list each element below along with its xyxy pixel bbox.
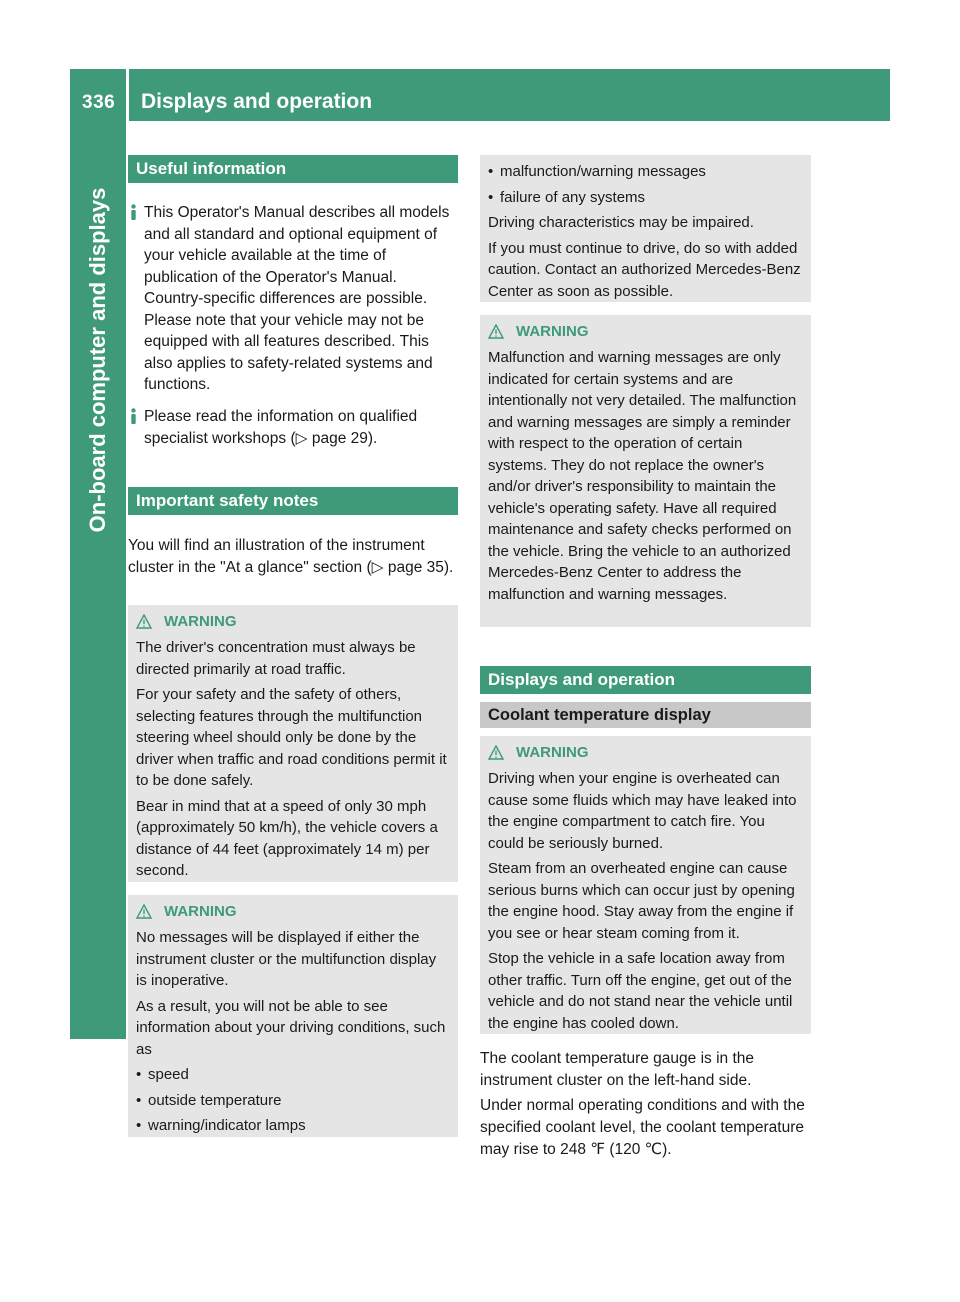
bullet-item: • warning/indicator lamps xyxy=(136,1115,450,1137)
warning-label: WARNING xyxy=(516,744,589,761)
bullet-item: • speed xyxy=(136,1064,450,1086)
safety-heading: Important safety notes xyxy=(128,487,458,515)
coolant-heading: Coolant temperature display xyxy=(480,702,811,728)
coolant-paragraph-1: The coolant temperature gauge is in the instrument cluster on the left-hand side. xyxy=(480,1050,755,1089)
page-number: 336 xyxy=(82,92,116,113)
safety-text: You will find an illustration of the instrument cluster in the "At a glance" section (▷ page 35). xyxy=(128,537,454,576)
warning-heading xyxy=(136,901,450,922)
warning-label: WARNING xyxy=(164,613,237,630)
warning-heading xyxy=(488,742,803,763)
warning-paragraph: As a result, you will not be able to see information about your driving conditions, such as xyxy=(136,997,446,1058)
warning-box-4 xyxy=(480,736,811,1034)
bullet-item: • outside temperature xyxy=(136,1090,450,1112)
coolant-paragraph-2: Under normal operating conditions and with the specified coolant level, the coolant temperature may rise to 248 ℉ (120 ℃). xyxy=(480,1097,805,1158)
warning-paragraph: Bear in mind that at a speed of only 30 mph (approximately 50 km/h), the vehicle covers a distance of 44 feet (approximately 14 m) per second. xyxy=(136,797,438,879)
continued-paragraph: Driving characteristics may be impaired. xyxy=(488,214,754,231)
warning-paragraph: The driver's concentration must always be directed primarily at road traffic. xyxy=(136,639,416,678)
warning-box-1 xyxy=(128,605,458,882)
warning-icon xyxy=(136,614,152,629)
bullet-item: • failure of any systems xyxy=(488,187,803,209)
warning-paragraph: For your safety and the safety of others, selecting features through the multifunction steering wheel should only be done by the driver when traffic and road conditions permit it to be done safely. xyxy=(136,686,447,789)
info-icon xyxy=(128,204,139,220)
continued-box xyxy=(480,155,811,302)
warning-icon xyxy=(136,904,152,919)
warning-icon xyxy=(488,324,504,339)
side-tab-label-wrap xyxy=(78,125,118,595)
displays-heading: Displays and operation xyxy=(480,666,811,694)
page-title: Displays and operation xyxy=(141,90,373,113)
warning-paragraph: Malfunction and warning messages are only indicated for certain systems and are intentionally not very detailed. The malfunction and warning messages are simply a reminder with respect to the operation of certain systems. They do not replace the owner's and/or driver's responsibility to maintain the vehicle's operating safety. Have all required maintenance and safety checks performed on the vehicle. Bring the vehicle to an authorized Mercedes-Benz Center to address the malfunction and warning messages. xyxy=(488,349,797,603)
info-note-2-text: Please read the information on qualified specialist workshops (▷ page 29). xyxy=(144,408,418,447)
warning-paragraph: No messages will be displayed if either the instrument cluster or the multifunction display is inoperative. xyxy=(136,929,437,989)
warning-heading xyxy=(136,611,450,632)
info-note-2 xyxy=(128,406,460,449)
warning-label: WARNING xyxy=(164,903,237,920)
header-divider xyxy=(126,69,129,121)
warning-label: WARNING xyxy=(516,323,589,340)
warning-paragraph: Stop the vehicle in a safe location away from other traffic. Turn off the engine, get out of the vehicle and do not stand near the vehicle until the engine has cooled down. xyxy=(488,950,793,1032)
warning-icon xyxy=(488,745,504,760)
bullet-item: • malfunction/warning messages xyxy=(488,161,803,183)
warning-heading xyxy=(488,321,803,342)
warning-paragraph: Steam from an overheated engine can cause serious burns which can occur just by opening the engine hood. Stay away from the engine if you see or hear steam coming from it. xyxy=(488,860,795,942)
continued-paragraph: If you must continue to drive, do so with added caution. Contact an authorized Mercedes-Benz Center as soon as possible. xyxy=(488,239,801,300)
warning-paragraph: Driving when your engine is overheated can cause some fluids which may have leaked into the engine compartment to catch fire. You could be seriously burned. xyxy=(488,770,797,852)
info-icon xyxy=(128,408,139,424)
info-note-1-text: This Operator's Manual describes all models and all standard and optional equipment of your vehicle available at the time of publication of the Operator's Manual. Country-specific differences are possible. Please note that your vehicle may not be equipped with all features described. This also applies to safety-related systems and functions. xyxy=(144,204,450,393)
warning-box-2 xyxy=(128,895,458,1137)
side-tab-label: On-board computer and displays xyxy=(85,187,110,533)
warning-box-3 xyxy=(480,315,811,627)
useful-info-heading: Useful information xyxy=(128,155,458,183)
info-note-1 xyxy=(128,202,460,396)
